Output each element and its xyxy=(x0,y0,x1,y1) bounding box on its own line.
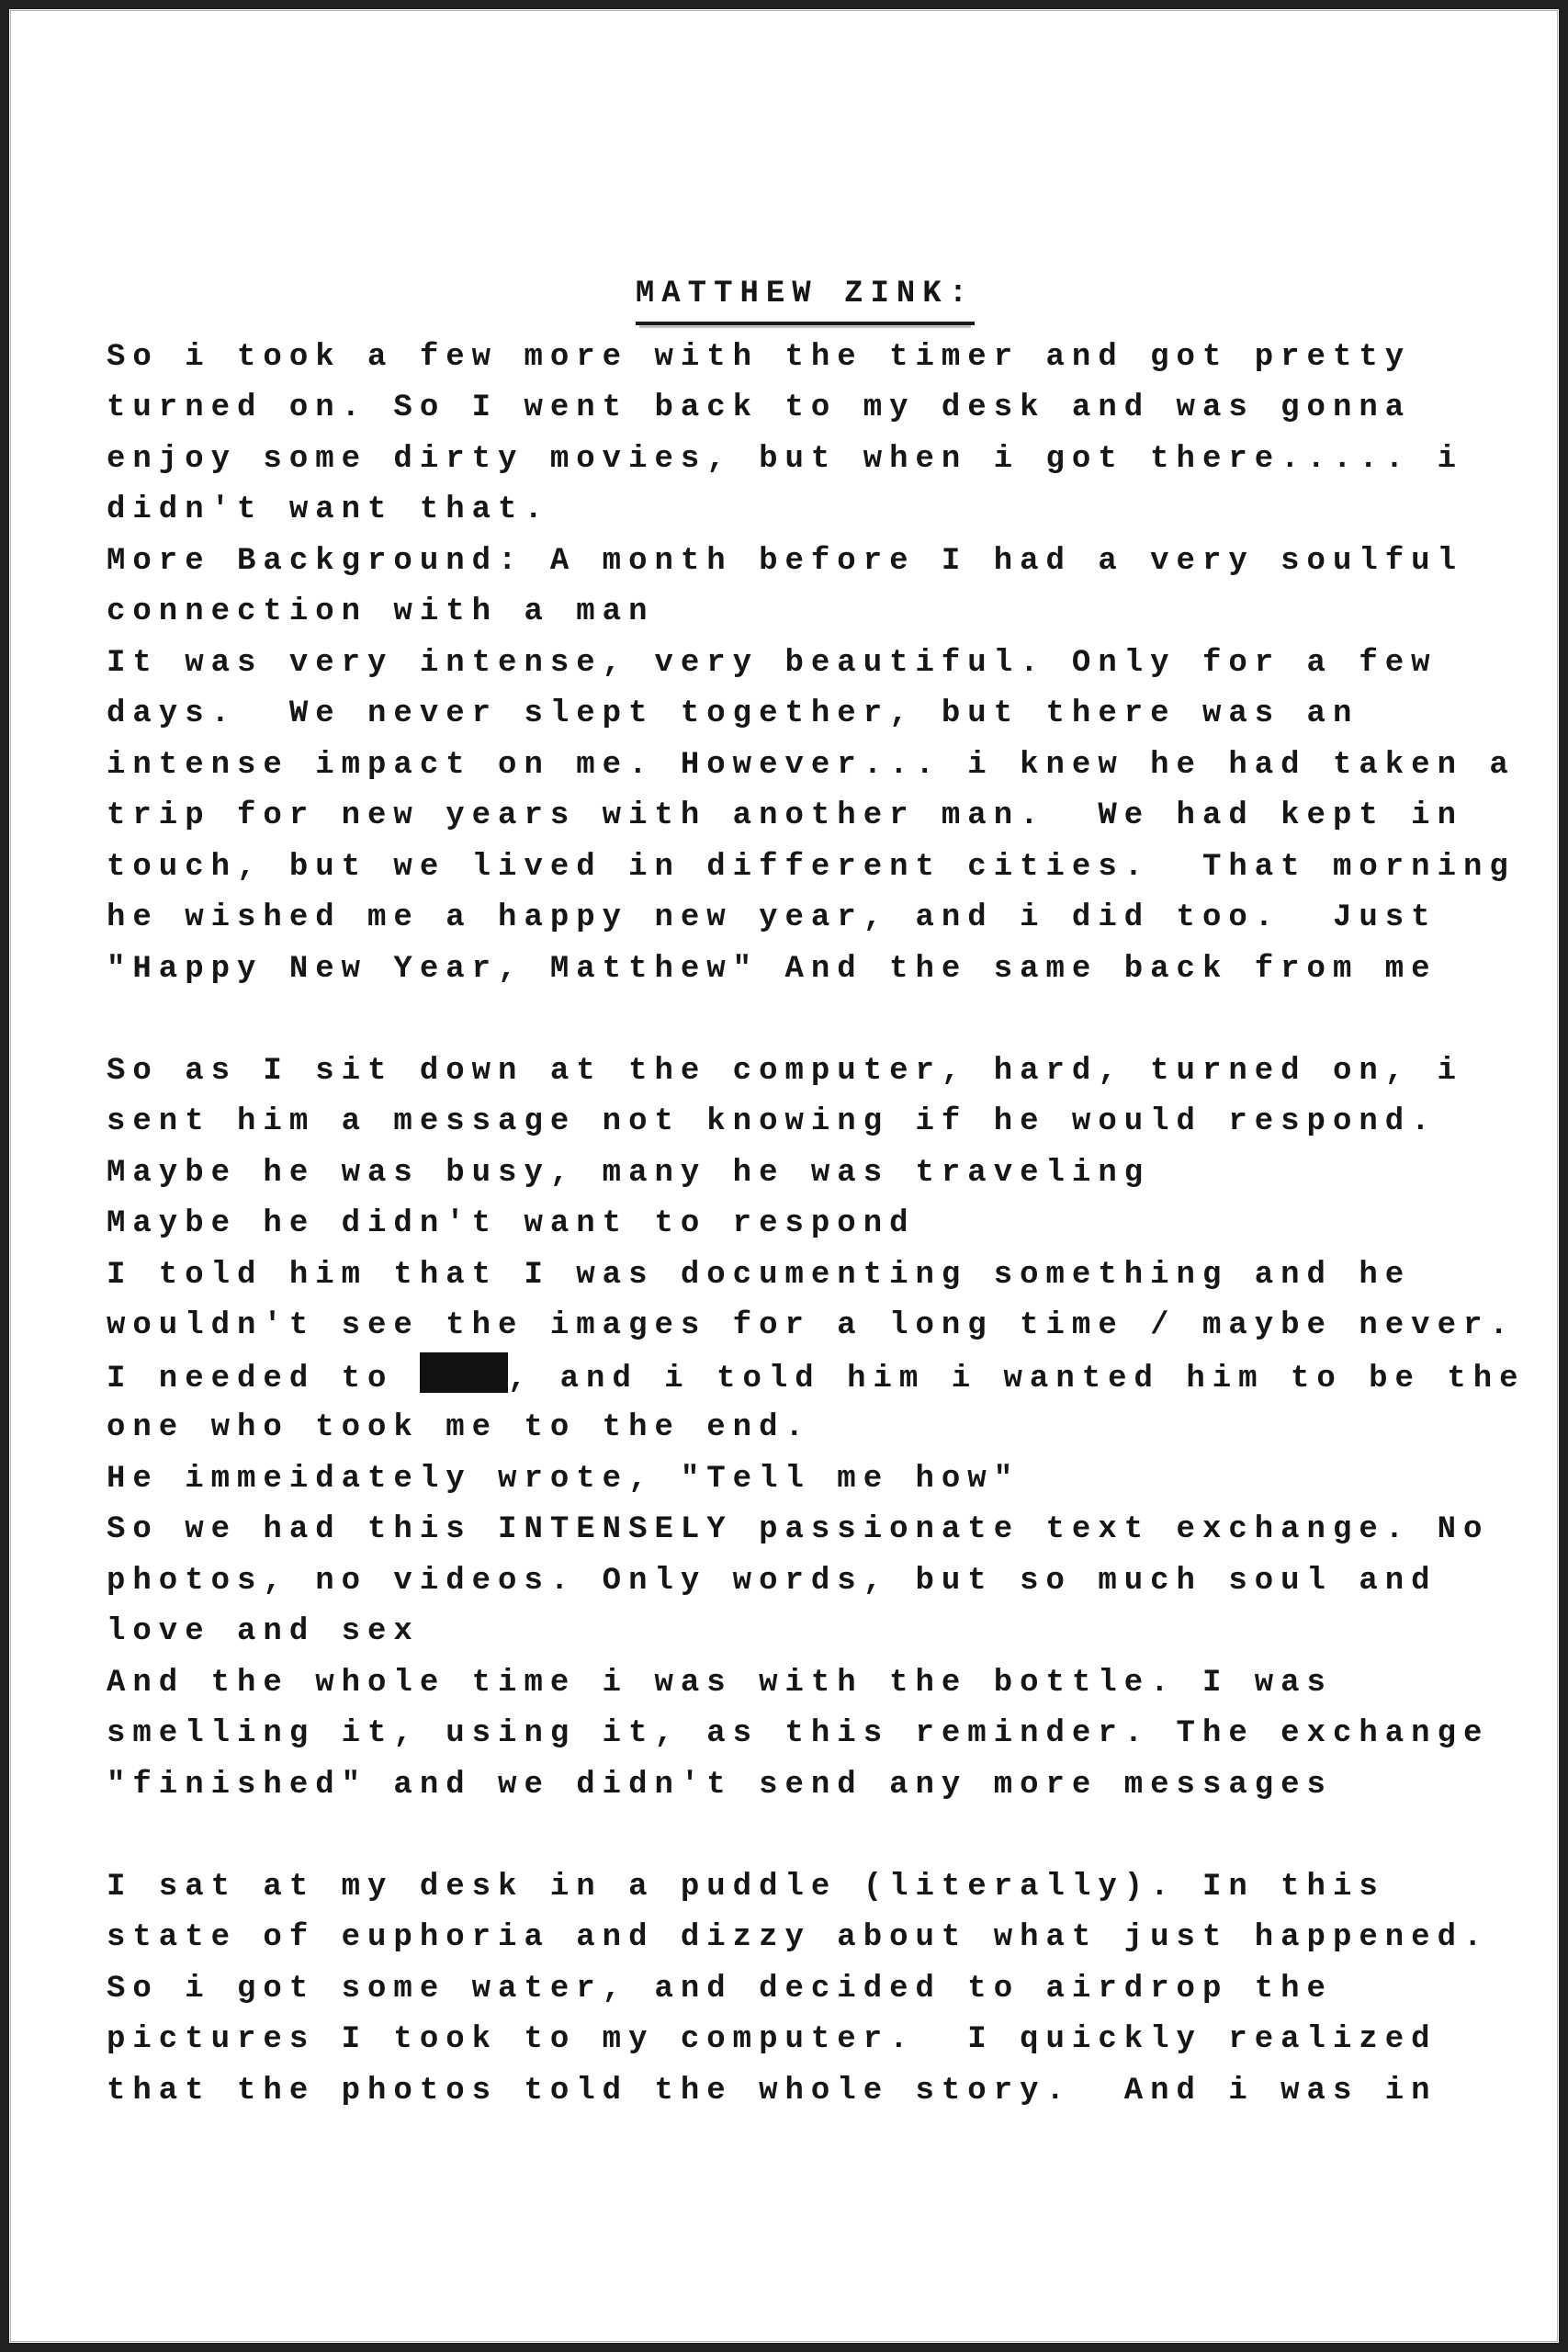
text-line: that the photos told the whole story. And i was in xyxy=(107,2073,1438,2109)
text-line: state of euphoria and dizzy about what just happened. xyxy=(107,1920,1490,1955)
text-line: wouldn't see the images for a long time / maybe never. xyxy=(107,1308,1516,1343)
text-line: He immeidately wrote, "Tell me how" xyxy=(107,1461,1021,1497)
text-line: Maybe he didn't want to respond xyxy=(107,1206,916,1241)
text-line: I told him that I was documenting something and he xyxy=(107,1257,1412,1293)
text-line: one who took me to the end. xyxy=(107,1410,811,1445)
text-line: "Happy New Year, Matthew" And the same back from me xyxy=(107,951,1438,987)
text-line: I sat at my desk in a puddle (literally). In this xyxy=(107,1869,1385,1905)
redaction-box xyxy=(420,1352,508,1393)
text-line: So we had this INTENSELY passionate text exchange. No xyxy=(107,1512,1490,1547)
text-line: connection with a man xyxy=(107,594,655,629)
document-title-row xyxy=(107,269,1504,325)
page-title: MATTHEW ZINK: xyxy=(636,269,975,325)
text-line: turned on. So I went back to my desk and was gonna xyxy=(107,390,1412,425)
text-line: It was very intense, very beautiful. Only for a few xyxy=(107,645,1438,681)
text-lines-container xyxy=(107,333,1526,2118)
text-line: love and sex xyxy=(107,1614,420,1649)
text-line: Maybe he was busy, many he was traveling xyxy=(107,1155,1151,1191)
text-line: And the whole time i was with the bottle. I was xyxy=(107,1665,1333,1701)
text-line: trip for new years with another man. We had kept in xyxy=(107,798,1463,833)
text-line: So as I sit down at the computer, hard, turned on, i xyxy=(107,1053,1463,1089)
text-segment: I needed to xyxy=(107,1361,420,1396)
text-line: touch, but we lived in different cities. That morning xyxy=(107,849,1516,885)
text-line xyxy=(107,1352,1526,1404)
text-line: "finished" and we didn't send any more messages xyxy=(107,1767,1333,1803)
text-line: enjoy some dirty movies, but when i got there..... i xyxy=(107,441,1463,477)
text-line: photos, no videos. Only words, but so much soul and xyxy=(107,1563,1438,1599)
text-line: intense impact on me. However... i knew he had taken a xyxy=(107,747,1516,783)
text-line: So i took a few more with the timer and got pretty xyxy=(107,339,1412,375)
text-line: So i got some water, and decided to airdrop the xyxy=(107,1971,1333,2007)
blank-line xyxy=(107,1811,1504,1862)
blank-line xyxy=(107,995,1504,1046)
text-line: sent him a message not knowing if he would respond. xyxy=(107,1104,1438,1139)
text-line: didn't want that. xyxy=(107,492,550,527)
text-line: pictures I took to my computer. I quickly realized xyxy=(107,2022,1438,2057)
text-line: days. We never slept together, but there was an xyxy=(107,696,1359,731)
document-content xyxy=(107,269,1526,2117)
text-segment: , and i told him i wanted him to be the xyxy=(507,1361,1526,1396)
text-line: he wished me a happy new year, and i did too. Just xyxy=(107,900,1438,935)
text-line: smelling it, using it, as this reminder. The exchange xyxy=(107,1716,1490,1751)
text-line: More Background: A month before I had a very soulful xyxy=(107,543,1463,579)
